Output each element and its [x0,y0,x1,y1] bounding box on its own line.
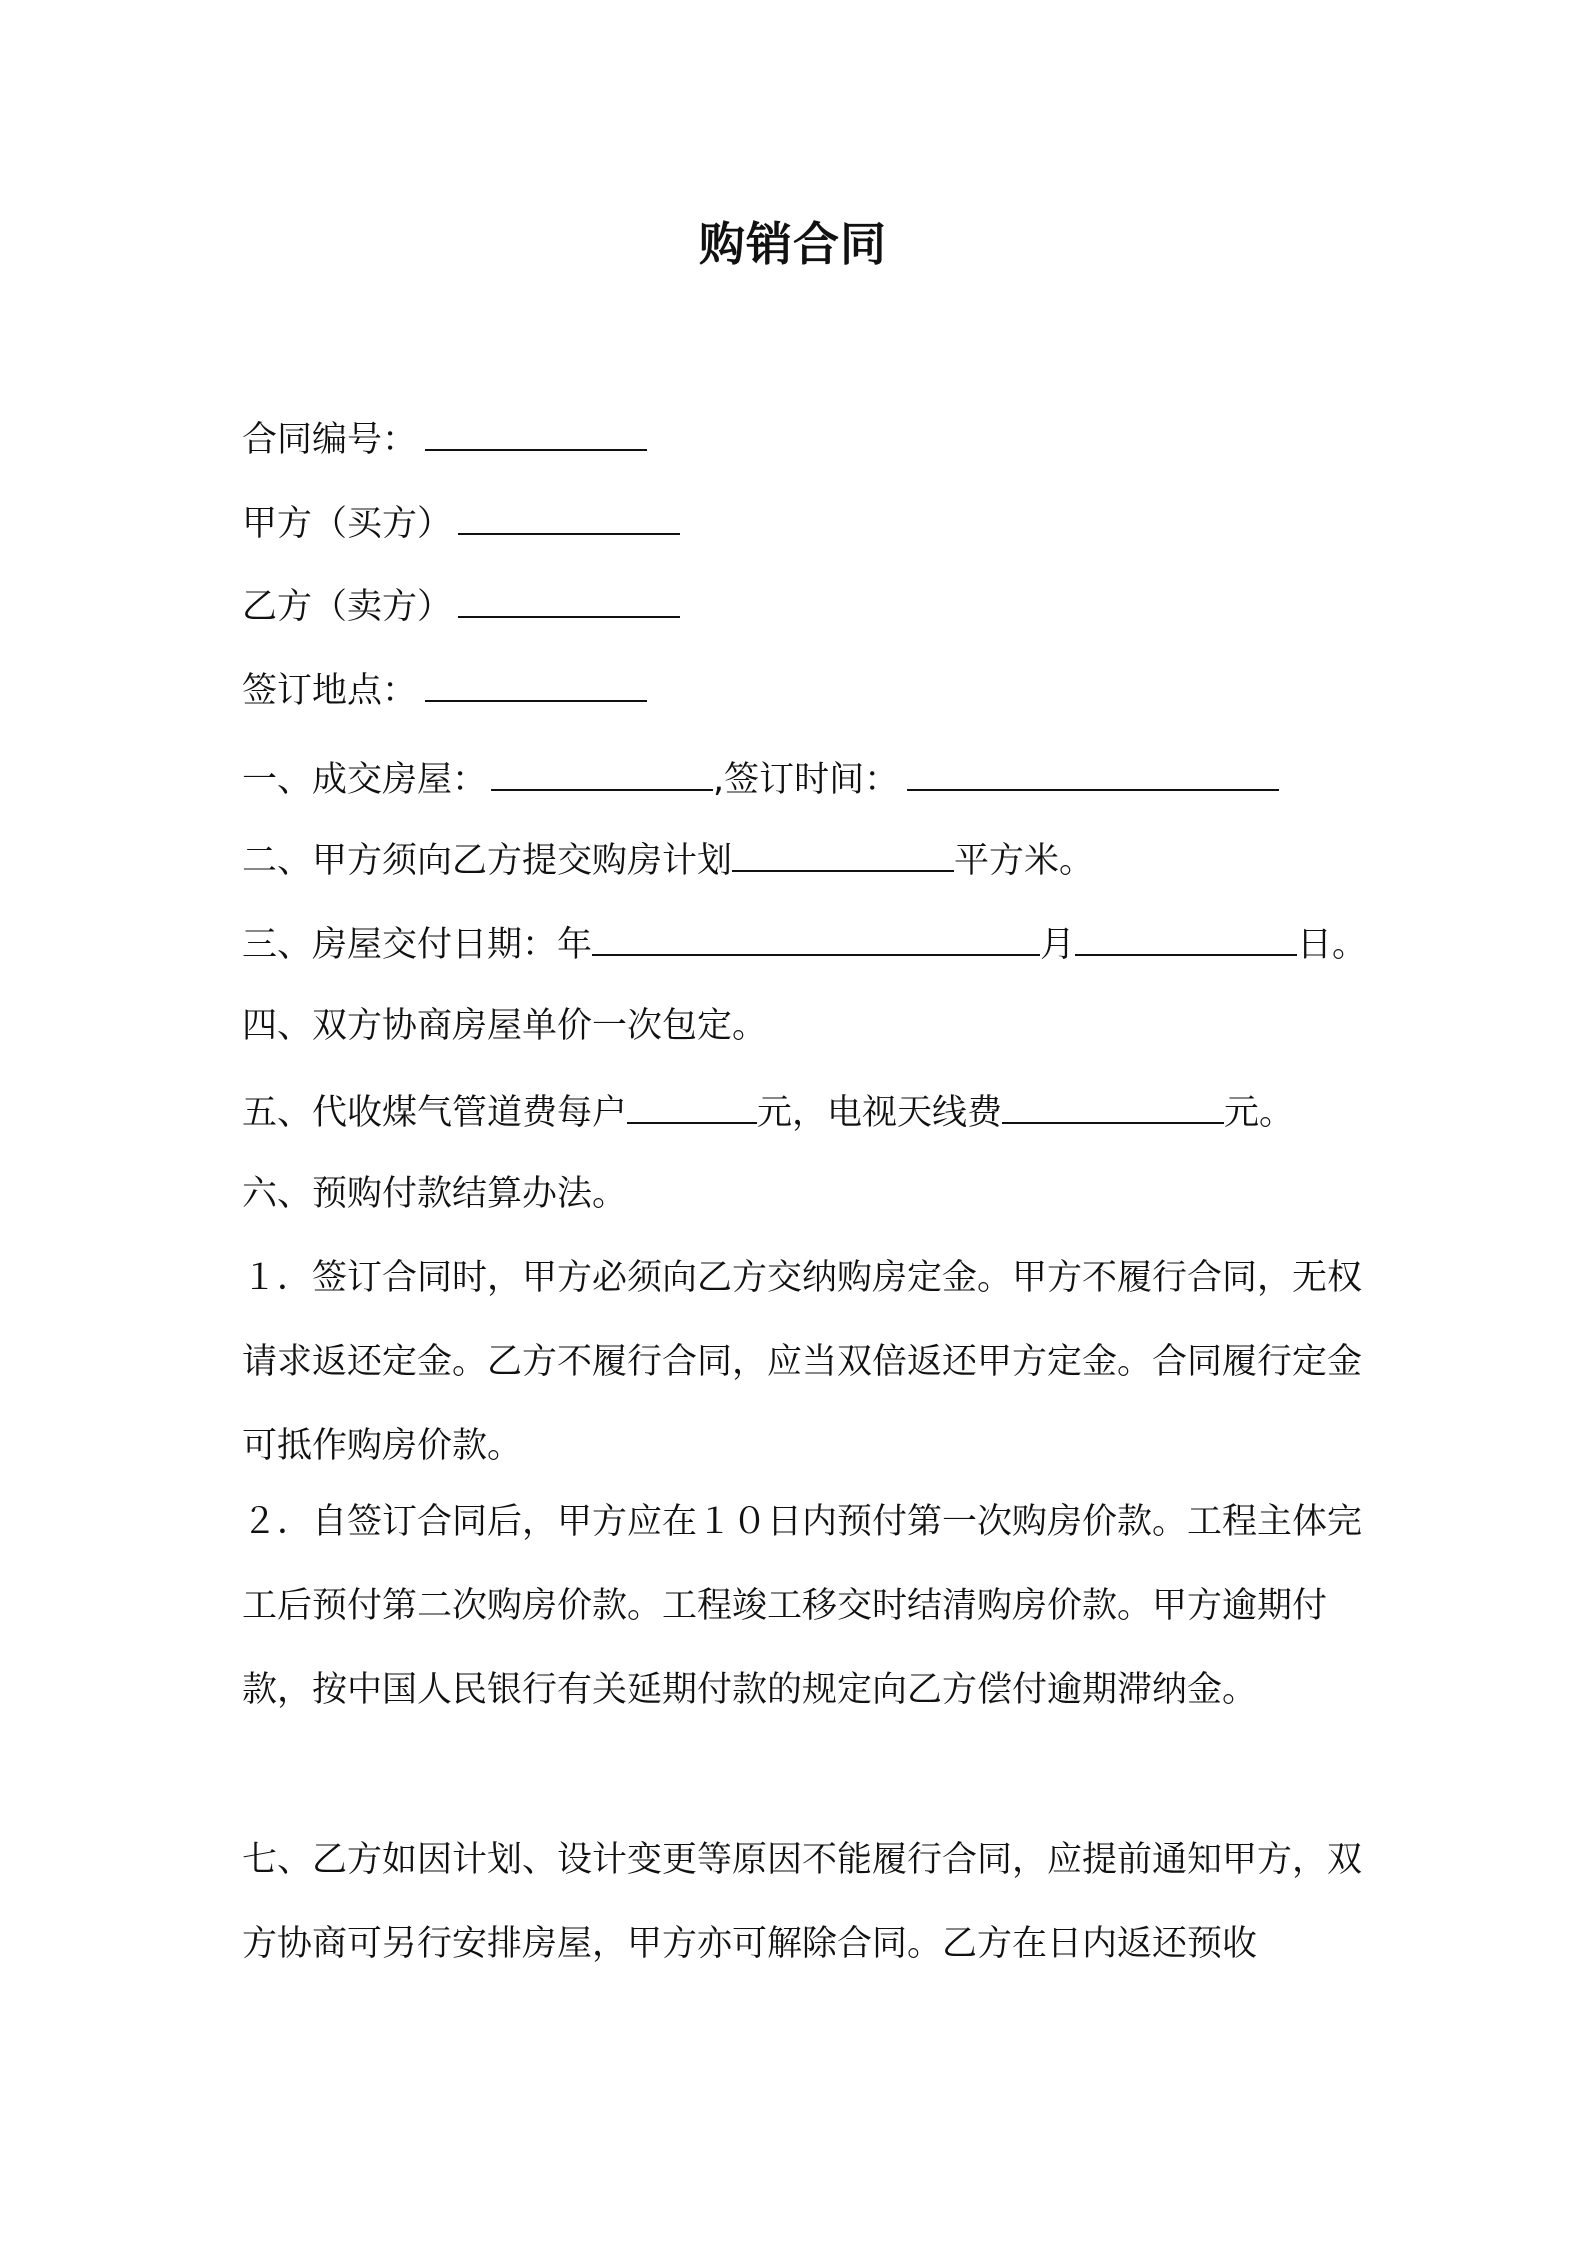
delivery-month-blank[interactable] [1075,918,1297,956]
clause-6: 六、预购付款结算办法。 [242,1174,628,1214]
signing-place-label: 签订地点： [242,671,418,711]
document-title: 购销合同 [699,217,887,271]
clause-2-label-b: 平方米。 [954,841,1095,881]
contract-number-blank[interactable] [425,413,647,451]
party-b-blank[interactable] [458,580,680,618]
clause-7: 七、乙方如因计划、设计变更等原因不能履行合同，应提前通知甲方，双方协商可另行安排房屋，甲方亦可解除合同。乙方在日内返还预收 [242,1840,1363,1964]
clause-5-label-a: 五、代收煤气管道费每户 [242,1093,628,1133]
clause-5-label-b: 元，电视天线费 [757,1093,1003,1133]
clause-1 [242,753,1279,804]
clause-2 [242,834,1094,885]
tv-fee-blank[interactable] [1002,1086,1224,1124]
party-a-label: 甲方（买方） [242,504,453,544]
clause-3 [242,918,1367,969]
clause-3-label-c: 日。 [1297,925,1368,965]
clause-5 [242,1086,1294,1137]
payment-item-1: １．签订合同时，甲方必须向乙方交纳购房定金。甲方不履行合同，无权请求返还定金。乙方不履行合同，应当双倍返还甲方定金。合同履行定金可抵作购房价款。 [242,1258,1363,1466]
signing-time-blank[interactable] [907,753,1279,791]
clause-2-label-a: 二、甲方须向乙方提交购房计划 [242,841,733,881]
clause-1-label-a: 一、成交房屋： [242,760,488,800]
signing-place-field [242,664,647,715]
contract-number-label: 合同编号： [242,420,418,460]
payment-item-2: ２．自签订合同后，甲方应在１０日内预付第一次购房价款。工程主体完工后预付第二次购房价款。工程竣工移交时结清购房价款。甲方逾期付款，按中国人民银行有关延期付款的规定向乙方偿付逾期滞纳金。 [242,1502,1363,1710]
delivery-year-blank[interactable] [592,918,1040,956]
house-blank[interactable] [491,753,713,791]
party-b-label: 乙方（卖方） [242,587,453,627]
clause-4: 四、双方协商房屋单价一次包定。 [242,1006,768,1046]
clause-5-label-c: 元。 [1224,1093,1295,1133]
party-a-field [242,497,680,548]
clause-1-label-b: ,签订时间： [713,760,900,800]
signing-place-blank[interactable] [425,664,647,702]
gas-fee-blank[interactable] [627,1086,757,1124]
contract-number-field [242,413,647,464]
party-a-blank[interactable] [458,497,680,535]
clause-3-label-b: 月 [1040,925,1076,965]
clause-3-label-a: 三、房屋交付日期：年 [242,925,593,965]
area-blank[interactable] [732,834,954,872]
party-b-field [242,580,680,631]
